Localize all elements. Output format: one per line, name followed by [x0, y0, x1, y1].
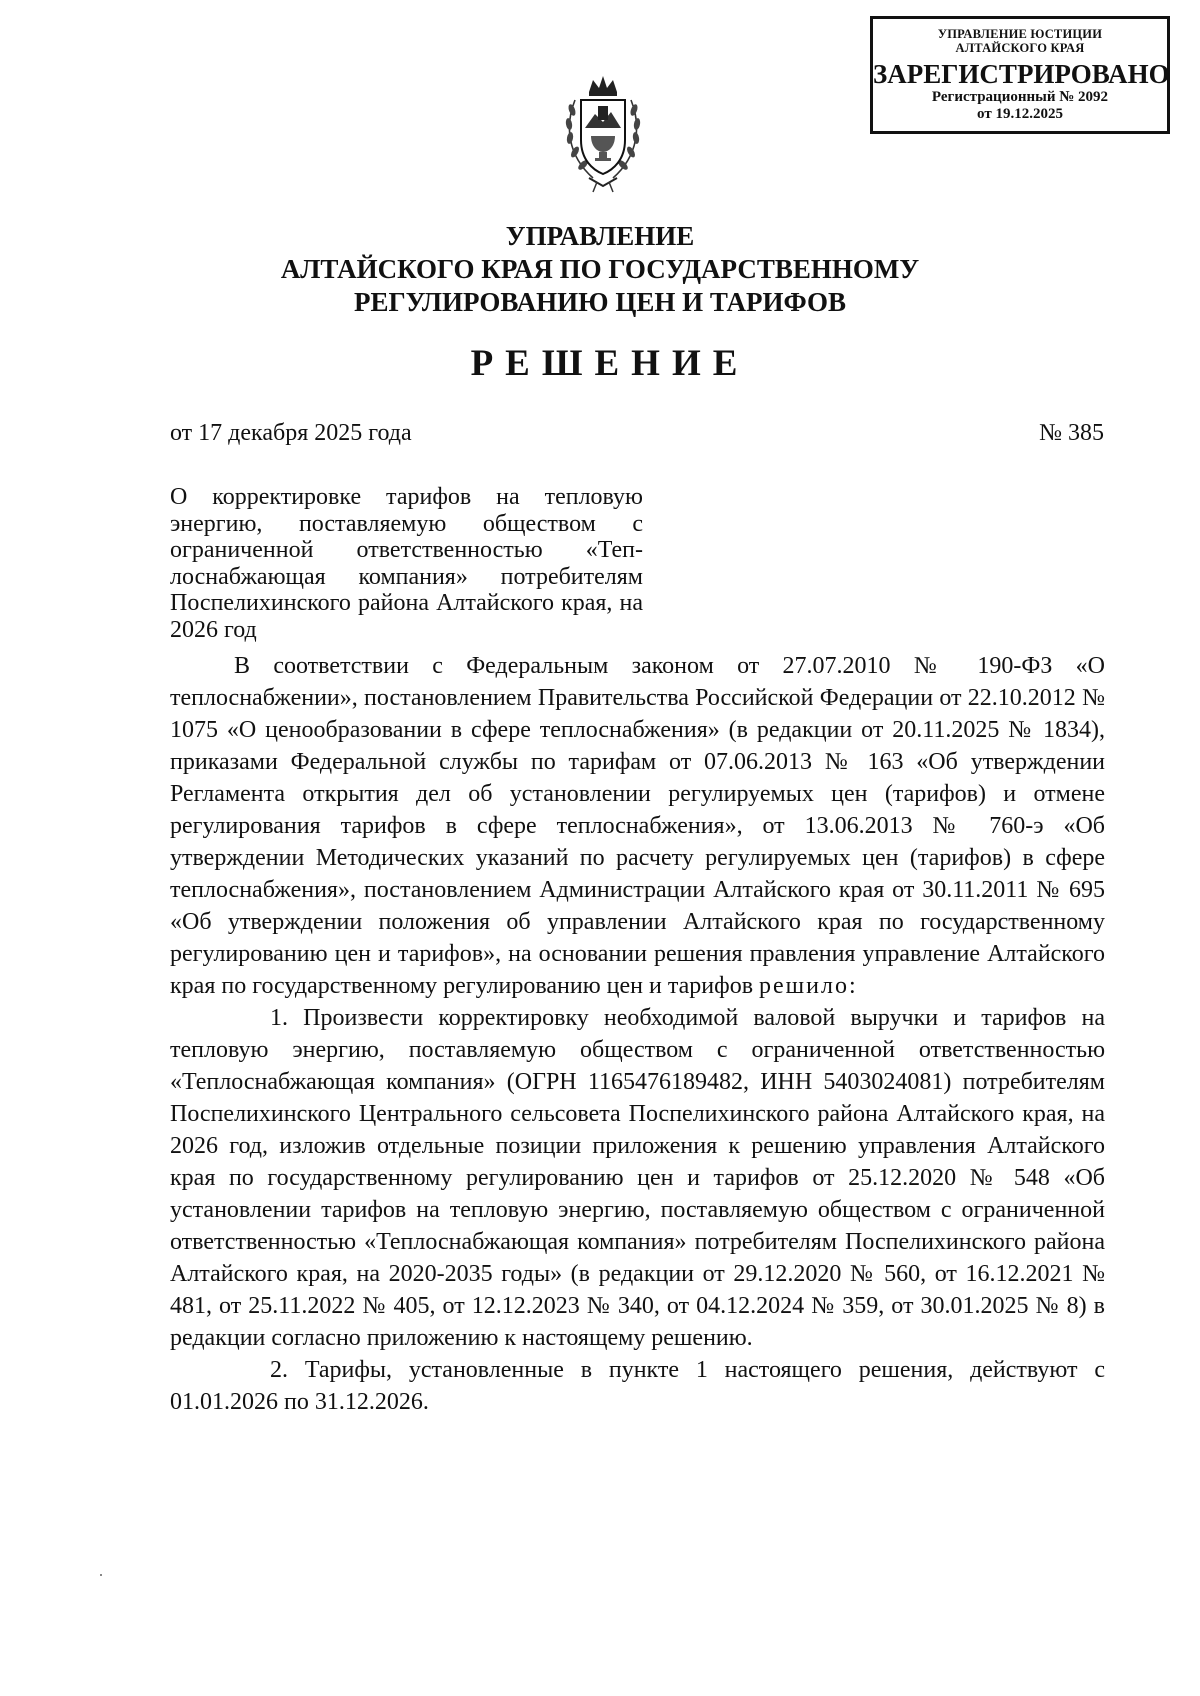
item-2-paragraph: 2. Тарифы, установленные в пункте 1 настоящего решения, действуют с 01.01.2026 по 31.12.2026.: [170, 1357, 1105, 1415]
document-body: [170, 650, 1105, 1418]
stamp-reg-number: Регистрационный № 2092: [931, 89, 1109, 105]
org-heading-line3: РЕГУЛИРОВАНИЮ ЦЕН И ТАРИФОВ: [353, 287, 847, 317]
scan-speck: [100, 1574, 102, 1576]
stamp-org-line1: УПРАВЛЕНИЕ ЮСТИЦИИ: [937, 27, 1103, 41]
document-date: от 17 декабря 2025 года: [170, 420, 412, 446]
preamble-paragraph: [170, 650, 1105, 1002]
stamp-org-line2: АЛТАЙСКОГО КРАЯ: [955, 41, 1085, 55]
org-heading-line1: УПРАВЛЕНИЕ: [505, 221, 695, 251]
resolved-word: решило:: [759, 973, 858, 999]
stamp-title: ЗАРЕГИСТРИРОВАНО: [873, 59, 1170, 89]
item-1-paragraph: 1. Произвести корректировку необходимой валовой выручки и тарифов на тепловую энергию, поставляемую обществом с ограниченной ответственностью «Теплоснабжающая компания» (ОГРН 1165476189482, ИНН 5403024081) потребителям Поспелихинского Центрального сельсовета Поспелихинского района Алтайского края, на 2026 год, изложив отдельные позиции приложения к решению управления Алтайского края по государственному регулированию цен и тарифов от 25.12.2020 № 548 «Об установлении тарифов на тепловую энергию, поставляемую обществом с ограниченной ответственностью «Теплоснабжающая компания» потребителям Поспелихинского района Алтайского края, на 2020-2035 годы» (в редакции от 29.12.2020 № 560, от 16.12.2021 № 481, от 25.11.2022 № 405, от 12.12.2023 № 340, от 04.12.2024 № 359, от 30.01.2025 № 8) в редакции согласно приложению к настоящему решению.: [170, 1005, 1105, 1351]
preamble-text: В соответствии с Федеральным законом от 27.07.2010 № 190-ФЗ «О теплоснабжении», постановлением Правительства Российской Федерации от 22.10.2012 № 1075 «О ценообразовании в сфере теплоснабжения» (в редакции от 20.11.2025 № 1834), приказами Федеральной службы по тарифам от 07.06.2013 № 163 «Об утверждении Регламента открытия дел об установлении регулируемых цен (тарифов) и отмене регулирования тарифов в сфере теплоснабжения», от 13.06.2013 № 760-э «Об утверждении Методических указаний по расчету регулируемых цен (тарифов) в сфере теплоснабжения», постановлением Администрации Алтайского края от 30.11.2011 № 695 «Об утверждении положения об управлении Алтайского края по государственному регулированию цен и тарифов», на основании решения правления управление Алтайского края по государственному регулированию цен и тарифов: [170, 653, 1105, 999]
stamp-reg-date: от 19.12.2025: [977, 106, 1063, 122]
document-number: № 385: [1039, 420, 1104, 446]
org-heading: [200, 220, 1000, 319]
document-subject: О корректировке тарифов на тепловую энергию, поставляемую обществом с ограниченной ответственностью «Теплоснабжающая компания» потребителям Поспелихинского района Алтайского края, на 2026 год: [170, 484, 643, 643]
document-type-title: РЕШЕНИЕ: [470, 343, 750, 384]
org-heading-line2: АЛТАЙСКОГО КРАЯ ПО ГОСУДАРСТВЕННОМУ: [280, 254, 920, 284]
registration-stamp: [870, 16, 1170, 134]
coat-of-arms-icon: [563, 70, 643, 194]
